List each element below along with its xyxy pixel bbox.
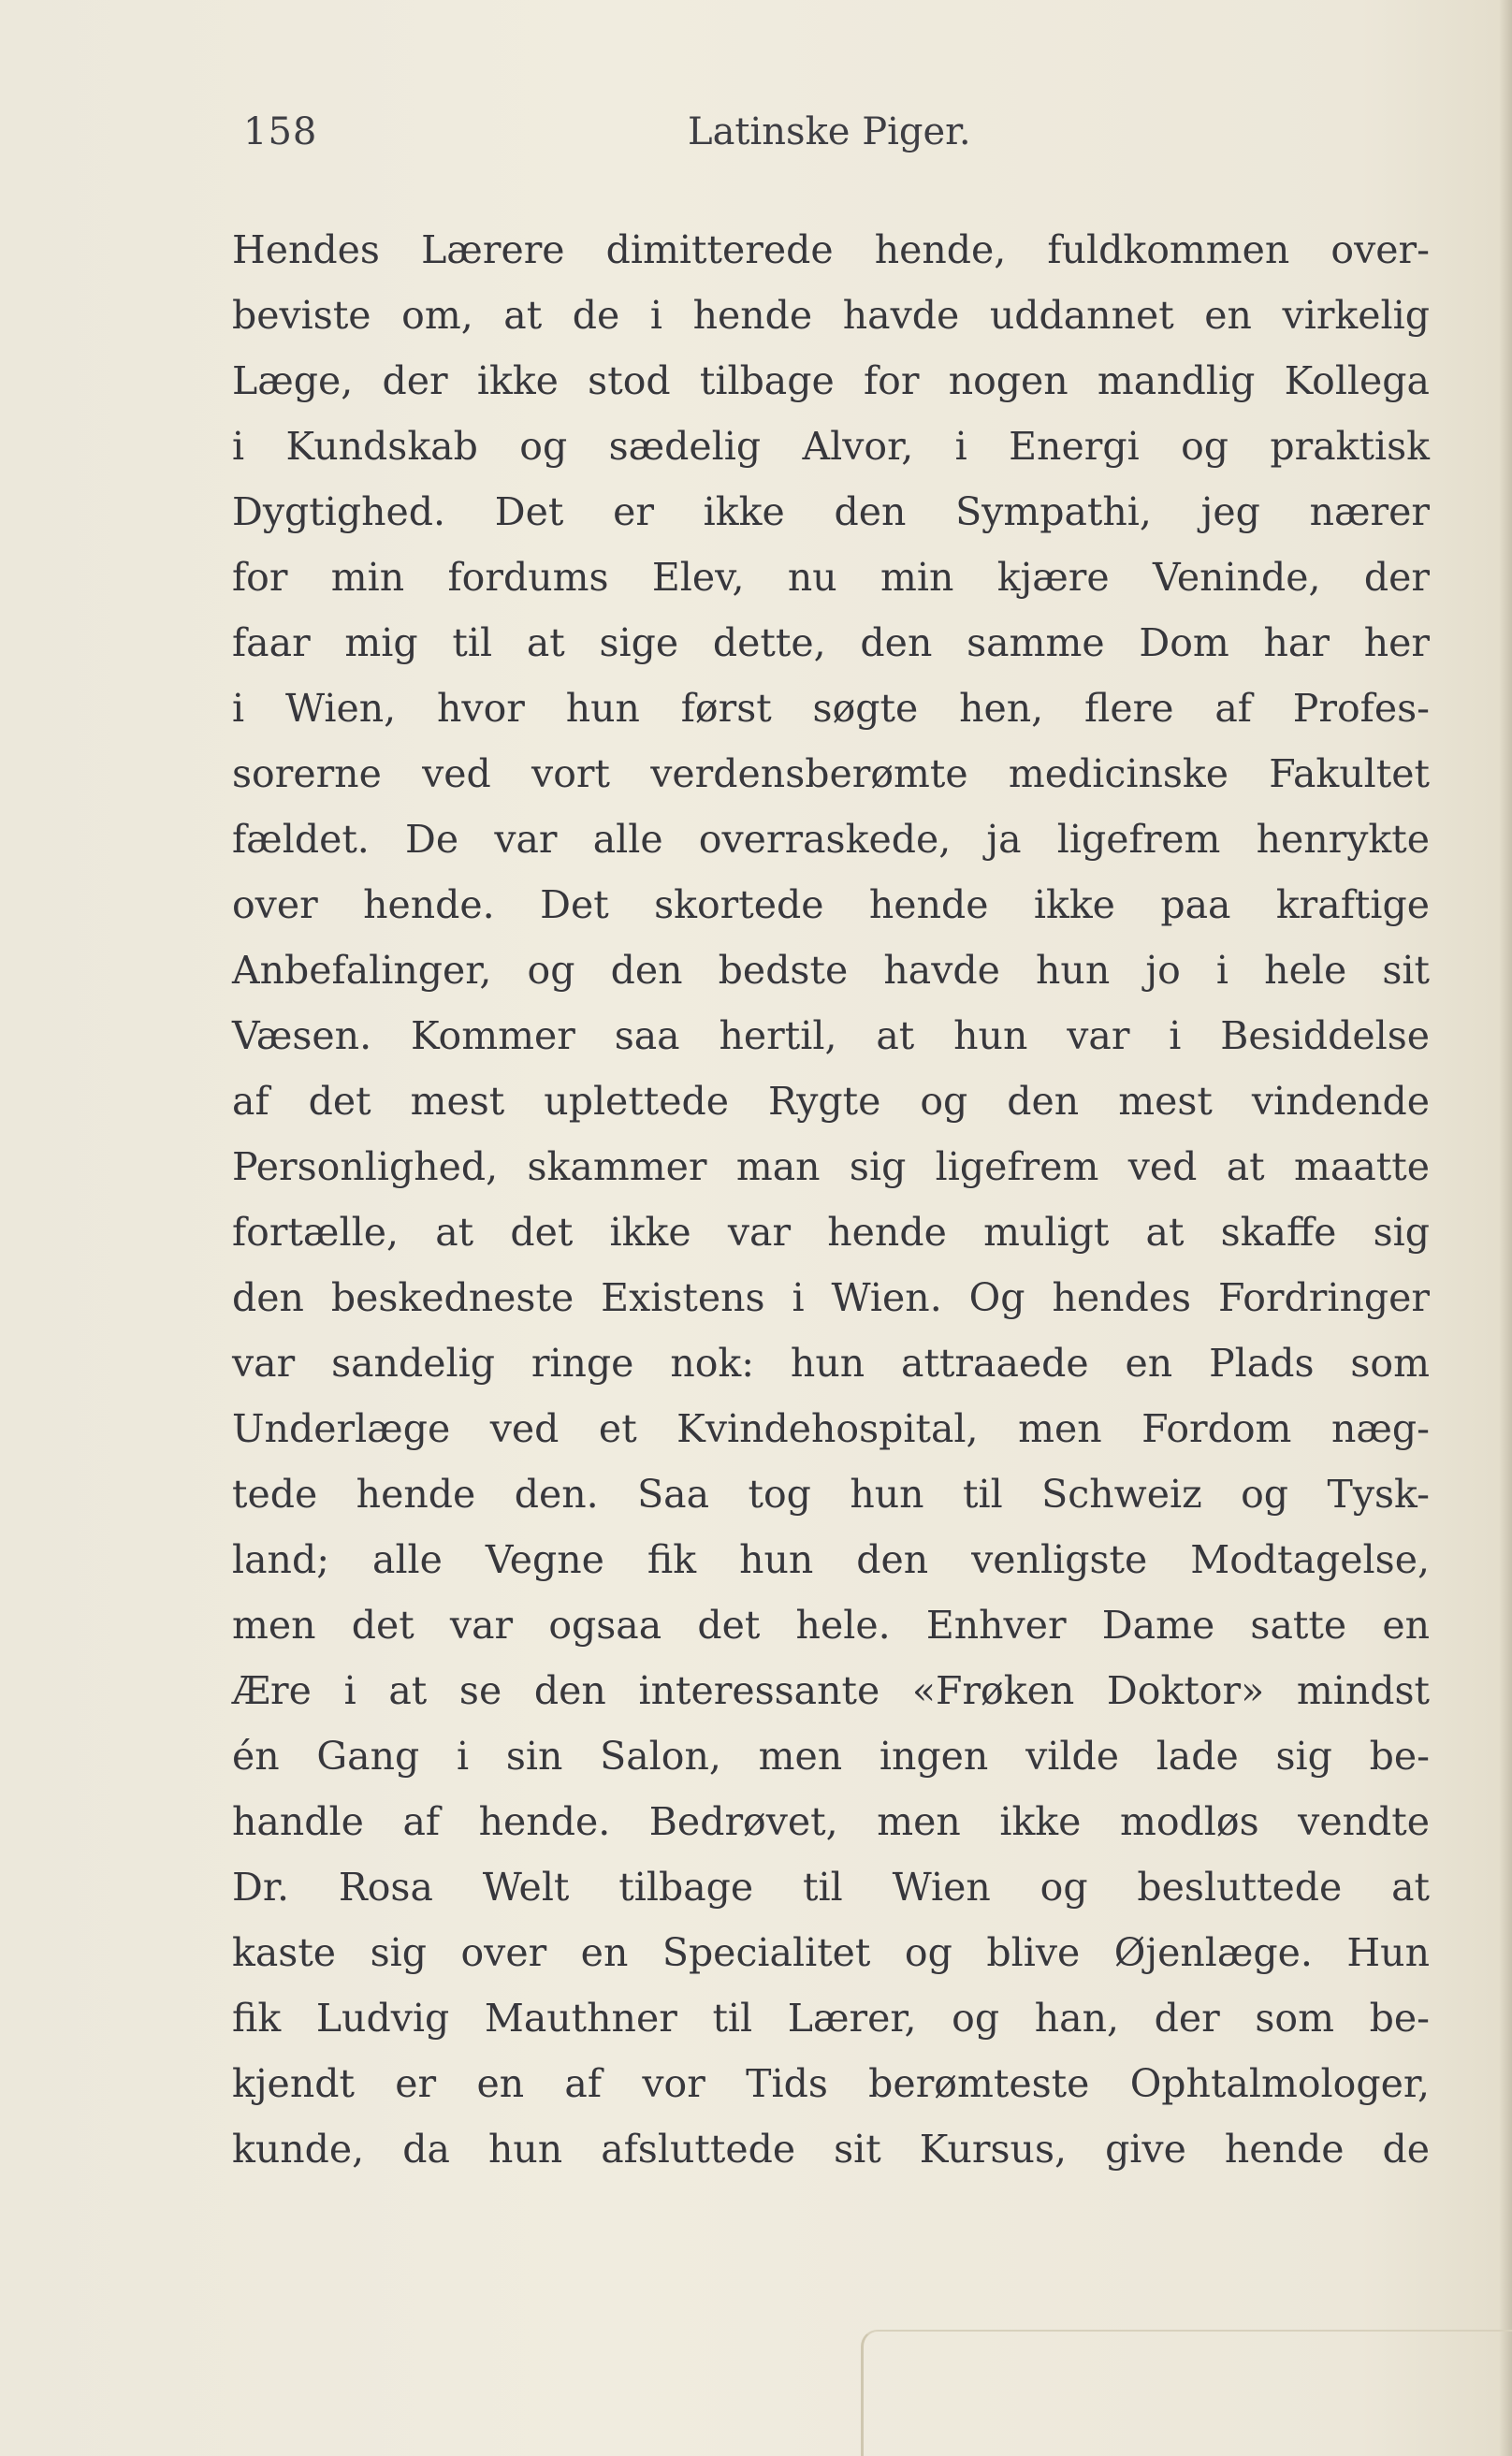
text-line: Læge, der ikke stod tilbage for nogen mandlig Kollega (232, 358, 1430, 403)
page-number: 158 (243, 110, 318, 153)
text-line: kunde, da hun afsluttede sit Kursus, give hende de (232, 2127, 1430, 2172)
text-line: Dr. Rosa Welt tilbage til Wien og besluttede at (232, 1865, 1430, 1910)
text-line: i Kundskab og sædelig Alvor, i Energi og praktisk (232, 424, 1430, 469)
text-line: men det var ogsaa det hele. Enhver Dame satte en (232, 1603, 1430, 1648)
running-title: Latinske Piger. (688, 110, 971, 153)
text-line: fik Ludvig Mauthner til Lærer, og han, der som be- (232, 1996, 1430, 2041)
text-line: over hende. Det skortede hende ikke paa kraftige (232, 882, 1430, 927)
text-line: fældet. De var alle overraskede, ja ligefrem henrykte (232, 817, 1430, 862)
text-line: for min fordums Elev, nu min kjære Veninde, der (232, 555, 1430, 600)
text-line: sorerne ved vort verdensberømte medicinske Fakultet (232, 751, 1430, 796)
text-line: Hendes Lærere dimitterede hende, fuldkommen over- (232, 227, 1430, 272)
page-header (243, 110, 1432, 167)
text-line: faar mig til at sige dette, den samme Dom har her (232, 620, 1430, 665)
text-line: Underlæge ved et Kvindehospital, men Fordom næg- (232, 1406, 1430, 1451)
text-line: kjendt er en af vor Tids berømteste Ophtalmologer, (232, 2061, 1430, 2106)
text-line: den beskedneste Existens i Wien. Og hendes Fordringer (232, 1275, 1430, 1320)
text-line: én Gang i sin Salon, men ingen vilde lade sig be- (232, 1734, 1430, 1779)
text-line: Personlighed, skammer man sig ligefrem ved at maatte (232, 1144, 1430, 1189)
text-line: Anbefalinger, og den bedste havde hun jo i hele sit (232, 948, 1430, 993)
text-line: land; alle Vegne fik hun den venligste Modtagelse, (232, 1537, 1430, 1582)
page-corner-mark (861, 2330, 1512, 2456)
text-line: var sandelig ringe nok: hun attraaede en Plads som (232, 1341, 1430, 1386)
page-edge-shadow (1499, 0, 1512, 2456)
text-line: handle af hende. Bedrøvet, men ikke modløs vendte (232, 1799, 1430, 1844)
body-text (232, 217, 1430, 2182)
text-line: fortælle, at det ikke var hende muligt at skaffe sig (232, 1210, 1430, 1255)
text-line: i Wien, hvor hun først søgte hen, flere af Profes- (232, 686, 1430, 731)
text-line: Dygtighed. Det er ikke den Sympathi, jeg nærer (232, 489, 1430, 534)
text-line: beviste om, at de i hende havde uddannet en virkelig (232, 293, 1430, 338)
text-line: Væsen. Kommer saa hertil, at hun var i Besiddelse (232, 1013, 1430, 1058)
text-line: tede hende den. Saa tog hun til Schweiz og Tysk- (232, 1472, 1430, 1517)
text-line: Ære i at se den interessante «Frøken Doktor» mindst (232, 1668, 1430, 1713)
text-line: af det mest uplettede Rygte og den mest vindende (232, 1079, 1430, 1124)
text-line: kaste sig over en Specialitet og blive Øjenlæge. Hun (232, 1930, 1430, 1975)
